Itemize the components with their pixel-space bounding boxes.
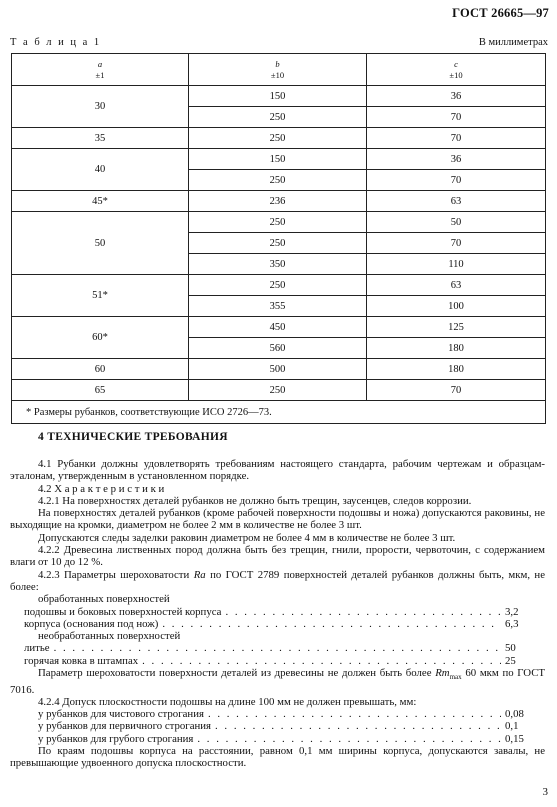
cell-a: 60 [12, 359, 189, 380]
table-footnote: * Размеры рубанков, соответствующие ИСО 2726—73. [12, 401, 546, 424]
cell-a: 35 [12, 128, 189, 149]
clause-4-2-4: 4.2.4 Допуск плоскостности подошвы на длине 100 мм не должен превышать, мм: [38, 695, 417, 708]
table-footnote-row [12, 401, 546, 424]
cell-c: 70 [367, 128, 546, 149]
cell-b: 350 [189, 254, 367, 275]
table-row [12, 380, 546, 401]
roughness-item: горячая ковка в штампах . . . 25 [10, 655, 545, 667]
document-header: ГОСТ 26665—97 [452, 6, 549, 20]
unprocessed-surfaces-heading: необработанных поверхностей [38, 630, 181, 643]
cell-a: 60* [12, 317, 189, 359]
cell-c: 70 [367, 380, 546, 401]
cell-b: 250 [189, 212, 367, 233]
table-row [12, 212, 546, 233]
table-row [12, 86, 546, 107]
cell-b: 250 [189, 380, 367, 401]
cell-b: 250 [189, 233, 367, 254]
cell-c: 100 [367, 296, 546, 317]
cell-a: 65 [12, 380, 189, 401]
dimensions-table [11, 53, 546, 424]
cell-a: 40 [12, 149, 189, 191]
column-header-c: c ±10 [367, 54, 546, 86]
table-caption: Т а б л и ц а 1 [10, 37, 102, 48]
cell-c: 180 [367, 359, 546, 380]
cell-b: 560 [189, 338, 367, 359]
wood-roughness-paragraph: Параметр шероховатости поверхности деталей из древесины не должен быть более $Rm_{max}$ 60 мкм по ГОСТ 7016. [10, 667, 546, 696]
cell-a: 50 [12, 212, 189, 275]
cell-a: 30 [12, 86, 189, 128]
cell-b: 250 [189, 170, 367, 191]
table-row [12, 149, 546, 170]
cell-c: 70 [367, 170, 546, 191]
column-header-b: b ±10 [189, 54, 367, 86]
roughness-item: подошвы и боковых поверхностей корпуса . . . 3,2 [10, 606, 545, 618]
processed-surfaces-heading: обработанных поверхностей [38, 593, 170, 606]
clause-4-2-1: 4.2.1 На поверхностях деталей рубанков не должно быть трещин, заусенцев, следов коррозии. [38, 494, 472, 507]
clause-4-2-1-repairs: Допускаются следы заделки раковин диаметром не более 4 мм в количестве не более 3 шт. [38, 531, 456, 544]
cell-b: 150 [189, 86, 367, 107]
cell-b: 150 [189, 149, 367, 170]
cell-a: 51* [12, 275, 189, 317]
column-header-a: a ±1 [12, 54, 189, 86]
cell-b: 250 [189, 107, 367, 128]
flatness-item: у рубанков для грубого строгания . . . 0,15 [10, 733, 545, 745]
cell-b: 250 [189, 128, 367, 149]
cell-b: 450 [189, 317, 367, 338]
cell-b: 236 [189, 191, 367, 212]
clause-4-2-3: 4.2.3 Параметры шероховатости Ra по ГОСТ 2789 поверхностей деталей рубанков должны быть, мкм, не более: [10, 568, 545, 593]
cell-c: 36 [367, 86, 546, 107]
section-title: 4 ТЕХНИЧЕСКИЕ ТРЕБОВАНИЯ [38, 431, 228, 443]
cell-c: 36 [367, 149, 546, 170]
flatness-item: у рубанков для чистового строгания . . . 0,08 [10, 708, 545, 720]
table-unit: В миллиметрах [478, 37, 548, 48]
edge-rounding-paragraph: По краям подошвы корпуса на расстоянии, равном 0,1 мм ширины корпуса, допускаются завалы, не превышающие удвоенного допуска плоскостности. [10, 744, 545, 770]
page-number: 3 [542, 786, 548, 798]
cell-a: 45* [12, 191, 189, 212]
cell-c: 63 [367, 191, 546, 212]
cell-b: 500 [189, 359, 367, 380]
table-row [12, 275, 546, 296]
cell-c: 70 [367, 233, 546, 254]
cell-c: 110 [367, 254, 546, 275]
table-row [12, 359, 546, 380]
roughness-item: корпуса (основания под нож) . . . 6,3 [10, 618, 545, 630]
table-row [12, 128, 546, 149]
cell-c: 63 [367, 275, 546, 296]
clause-4-2-1-cavities: На поверхностях деталей рубанков (кроме рабочей поверхности подошвы и ножа) допускаются раковины, не выходящие на кромки, диаметром не более 2 мм в количестве не более 3 шт. [10, 507, 545, 532]
flatness-item: у рубанков для первичного строгания . . . 0,1 [10, 720, 545, 732]
cell-b: 250 [189, 275, 367, 296]
section-body [10, 458, 545, 770]
table-row [12, 191, 546, 212]
table-header-row [12, 54, 546, 86]
cell-c: 125 [367, 317, 546, 338]
cell-c: 70 [367, 107, 546, 128]
roughness-item: литье . . . 50 [10, 642, 545, 654]
clause-4-1: 4.1 Рубанки должны удовлетворять требованиям настоящего стандарта, рабочим чертежам и образцам-эталонам, утвержденным в установленном порядке. [10, 458, 545, 483]
table-row [12, 317, 546, 338]
clause-4-2-2: 4.2.2 Древесина лиственных пород должна быть без трещин, гнили, прорости, червоточин, с содержанием влаги от 10 до 12 %. [10, 544, 545, 569]
clause-4-2: 4.2 Х а р а к т е р и с т и к и [38, 482, 165, 495]
cell-c: 50 [367, 212, 546, 233]
cell-c: 180 [367, 338, 546, 359]
cell-b: 355 [189, 296, 367, 317]
